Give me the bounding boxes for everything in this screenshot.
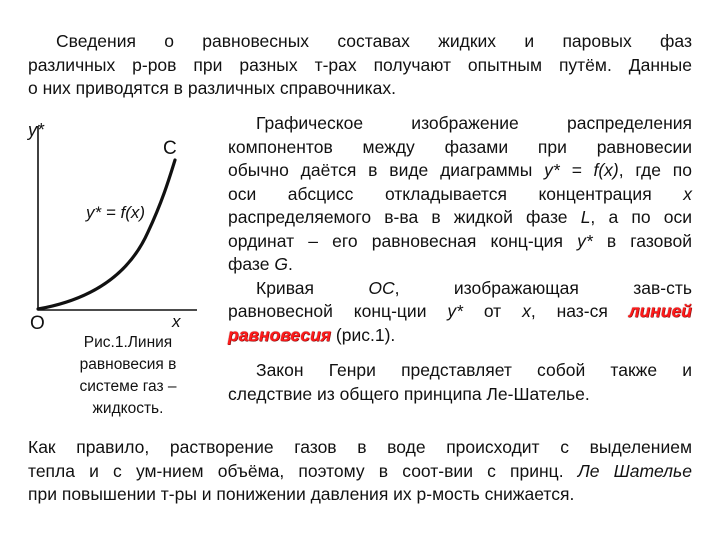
point-c-label: C xyxy=(163,138,177,159)
right-line: фазе G. xyxy=(228,254,293,274)
caption-line: жидкость. xyxy=(92,400,164,417)
right-line: равновесия (рис.1). xyxy=(228,324,396,345)
spacer xyxy=(228,347,692,359)
origin-label: O xyxy=(30,313,45,334)
right-line: равновесной конц-ции y* от x, наз-ся линией xyxy=(228,301,692,321)
right-line: следствие из общего принципа Ле-Шателье. xyxy=(228,383,590,404)
intro-line: различных р-ров при разных т-рах получают опытным путём. Данные xyxy=(28,54,692,75)
y-axis-label: y* xyxy=(28,120,45,140)
equilibrium-curve xyxy=(38,160,175,309)
intro-line: о них приводятся в различных справочниках. xyxy=(28,78,396,98)
intro-line: Сведения о равновесных составах жидких и паровых фаз xyxy=(56,31,692,51)
caption-line: Рис.1.Линия xyxy=(83,334,173,351)
x-axis-label: x xyxy=(172,312,181,331)
bottom-line: при повышении т-ры и понижении давления их р-мость снижается. xyxy=(28,484,575,504)
bottom-paragraph xyxy=(28,436,692,507)
caption-line: системе газ – xyxy=(79,378,177,395)
right-paragraph xyxy=(228,112,692,406)
right-line: Закон Генри представляет собой также и xyxy=(256,360,692,380)
highlight-term: равновесия xyxy=(228,324,332,345)
bottom-line: тепла и с ум-нием объёма, поэтому в соот-вии с принц. Ле Шателье xyxy=(28,460,692,481)
right-line: Графическое изображение распределения xyxy=(256,113,692,133)
right-line: оси абсцисс откладывается концентрация x xyxy=(228,183,692,204)
bottom-line: Как правило, растворение газов в воде происходит с выделением xyxy=(28,437,692,457)
right-line: компонентов между фазами при равновесии xyxy=(228,136,692,157)
right-line: обычно даётся в виде диаграммы y* = f(x), где по xyxy=(228,160,692,180)
highlight-term: линией xyxy=(628,301,692,321)
right-line: Кривая OC, изображающая зав-сть xyxy=(256,277,692,298)
figure-caption xyxy=(54,332,202,420)
curve-label: y* = f(x) xyxy=(86,203,146,222)
right-line: ординат – его равновесная конц-ция y* в газовой xyxy=(228,230,692,251)
caption-line: равновесия в xyxy=(79,356,177,373)
right-line: распределяемого в-ва в жидкой фазе L, а по оси xyxy=(228,207,692,227)
